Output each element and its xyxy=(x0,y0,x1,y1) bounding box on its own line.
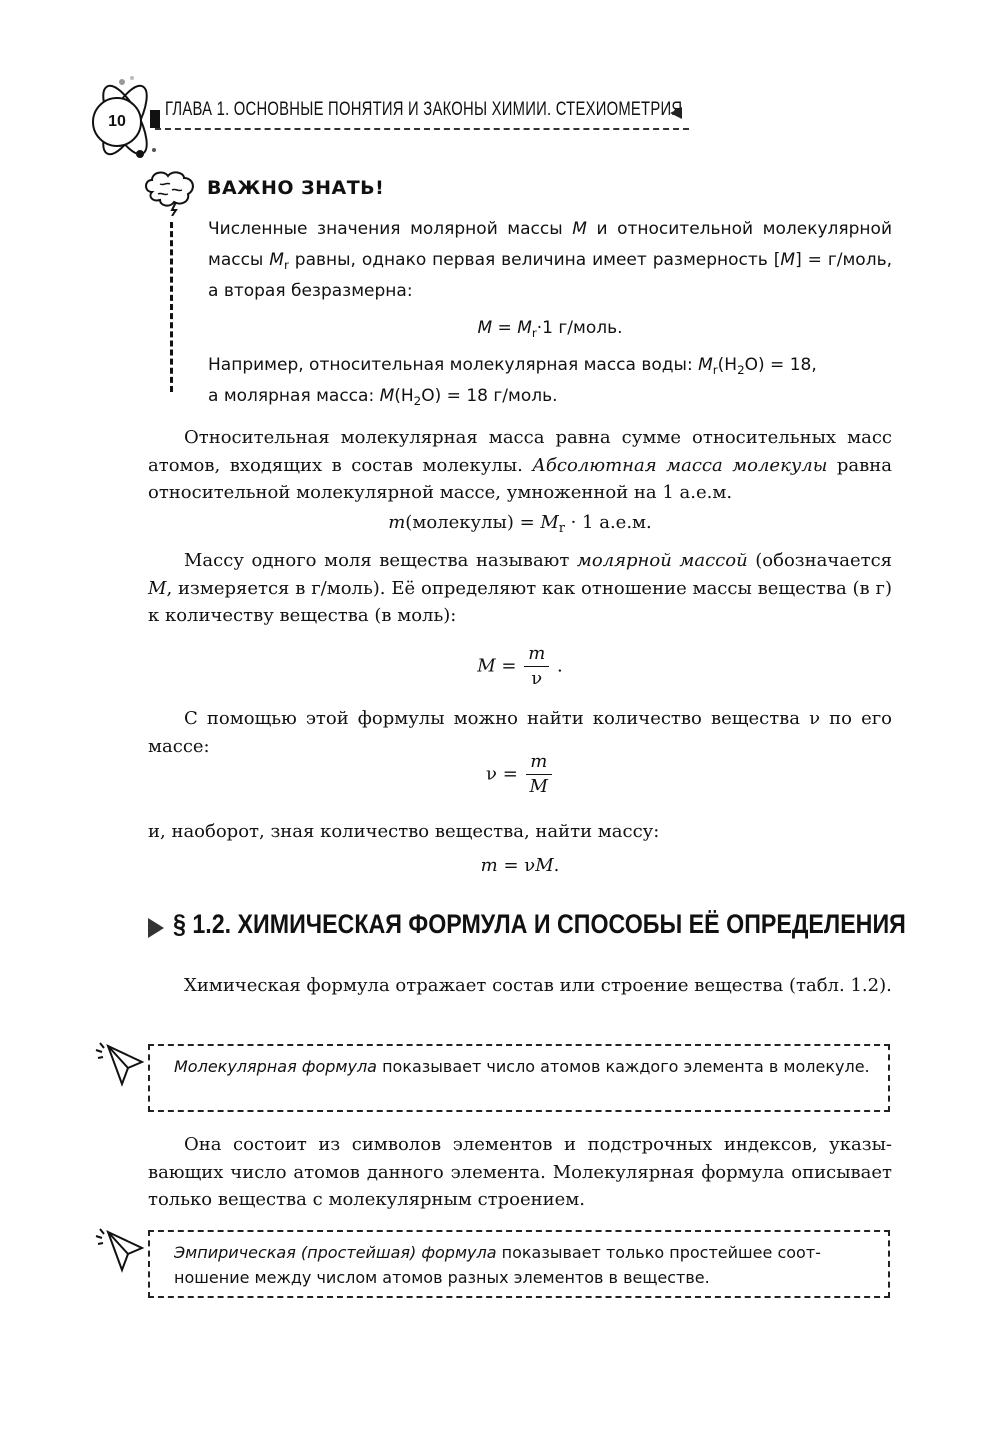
paragraph-chemical-formula: Химическая формула отражает состав или строение вещества (табл. 1.2). xyxy=(184,975,892,996)
section-arrow-icon xyxy=(148,918,164,938)
important-paragraph: Численные значения молярной массы M и относительной молекулярной массы $M_r$ равны, однако первая величина имеет размерность [M] = г/моль, а вторая безразмерна: xyxy=(208,219,892,301)
paragraph-amount: С помощью этой формулы можно найти количество вещества ν по его массе: xyxy=(148,708,892,757)
formula-molecule-mass: m(молекулы) = $M_r \cdot 1$ а.е.м. xyxy=(388,512,652,535)
paragraph-mass: и, наоборот, зная количество вещества, найти массу: xyxy=(148,821,660,842)
paragraph-relative-mass: Относительная молекулярная масса равна сумме относительных масс атомов, входящих в состав молекулы. Абсолютная масса молекулы равна относительной молекулярной массе, умноженной на 1 а.е.м. xyxy=(148,427,892,503)
paragraph-molar-mass: Массу одного моля вещества называют молярной массой (обозначается M, измеряется в г/моль). Её определяют как отношение массы вещества (в г) к количеству вещества (в моль): xyxy=(148,550,893,626)
definition-molecular-formula: Молекулярная формула показывает число атомов каждого элемента в молекуле. xyxy=(148,1044,890,1112)
header-arrow-icon xyxy=(670,107,682,119)
header-divider xyxy=(155,128,689,130)
fraction: $\frac{m}{M}$ xyxy=(526,750,552,799)
important-title: ВАЖНО ЗНАТЬ! xyxy=(207,177,385,199)
page-number: 10 xyxy=(92,97,142,147)
formula-amount: ν = $\frac{m}{M}$ xyxy=(148,750,892,799)
fraction: $\frac{m}{\nu}$ xyxy=(524,642,549,691)
section-title: § 1.2. ХИМИЧЕСКАЯ ФОРМУЛА И СПОСОБЫ ЕЁ ОПРЕДЕЛЕНИЯ xyxy=(173,909,906,939)
running-header: ГЛАВА 1. ОСНОВНЫЕ ПОНЯТИЯ И ЗАКОНЫ ХИМИИ. СТЕХИОМЕТРИЯ xyxy=(165,99,683,120)
pencil-icon xyxy=(94,1226,150,1274)
formula-mass: m = νM. xyxy=(480,855,560,876)
formula-molar-mass: M = $\frac{m}{\nu}$ . xyxy=(477,643,563,689)
brain-icon xyxy=(142,168,198,216)
important-example: Например, относительная молекулярная масса воды: $M_r(H_2O) = 18$, а молярная масса: $M(H_2O) = 18$ г/моль. xyxy=(208,355,817,408)
important-body xyxy=(208,214,892,412)
important-sidebar xyxy=(170,222,173,392)
important-formula: $M = M_r\cdot 1$ г/моль. xyxy=(477,318,623,340)
paragraph-formula-structure: Она состоит из символов элементов и подстрочных индексов, указывающих число атомов данного элемента. Молекулярная формула описывает только вещества с молекулярным строением. xyxy=(148,1134,892,1210)
definition-empirical-formula: Эмпирическая (простейшая) формула показывает только простейшее соотношение между числом атомов разных элементов в веществе. xyxy=(148,1230,890,1298)
pencil-icon xyxy=(94,1040,150,1088)
